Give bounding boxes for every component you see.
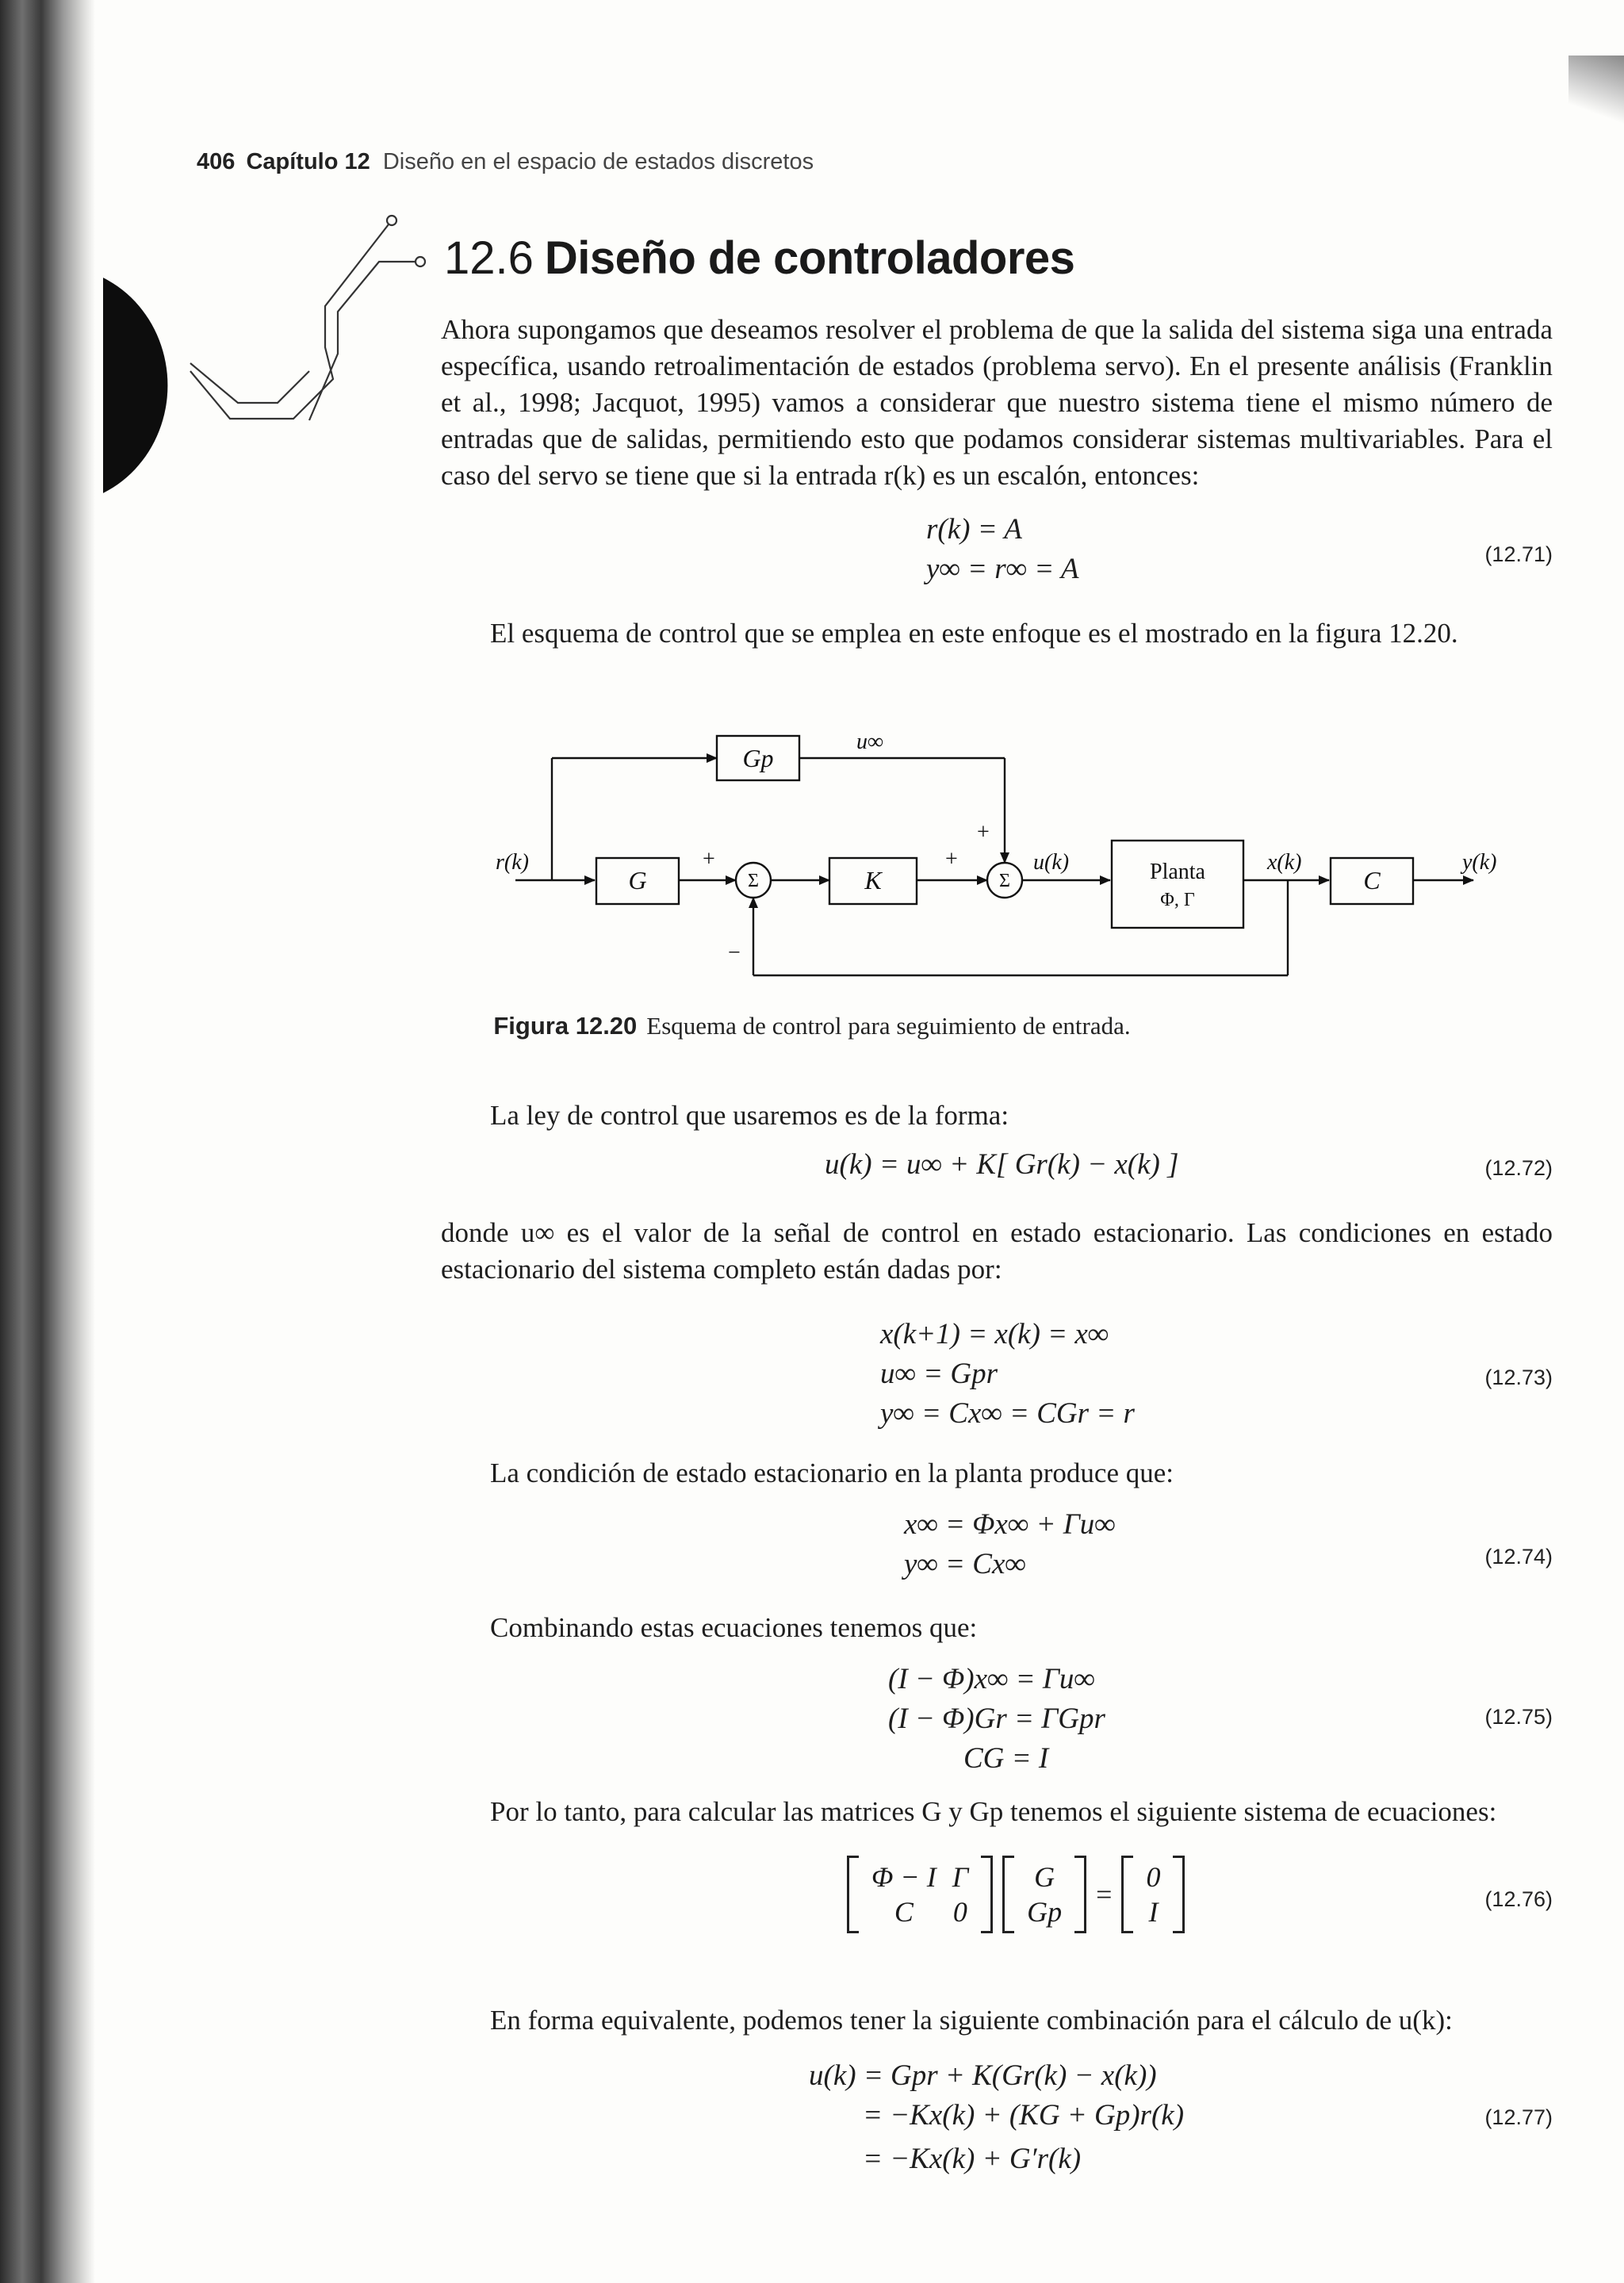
equation-12-75-line-1: (I − Φ)x∞ = Γu∞ <box>888 1663 1095 1695</box>
section-number: 12.6 <box>444 232 534 284</box>
equals-sign: = <box>1096 1879 1113 1910</box>
equation-number-12-75: (12.75) <box>1484 1705 1553 1729</box>
equation-12-77-line-1: u(k) = Gpr + K(Gr(k) − x(k)) <box>809 2059 1157 2092</box>
paragraph-matrices: Por lo tanto, para calcular las matrices G y Gp tenemos el siguiente sistema de ecuaciones: <box>490 1796 1497 1827</box>
paragraph-steady-state: donde u∞ es el valor de la señal de control en estado estacionario. Las condiciones en estado estacionario del sistema completo están dadas por: <box>441 1217 1553 1285</box>
equation-number-12-72: (12.72) <box>1484 1156 1553 1180</box>
matrix-a-12: Γ <box>952 1861 969 1893</box>
plant-label: Planta <box>1150 860 1205 884</box>
block-gp-label: Gp <box>742 744 774 772</box>
vector-unknowns <box>1002 1856 1086 1933</box>
vector-c-1: 0 <box>1146 1861 1161 1893</box>
running-head <box>197 149 814 175</box>
section-title: Diseño de controladores <box>544 232 1075 284</box>
paragraph-figure-ref: El esquema de control que se emplea en este enfoque es el mostrado en la figura 12.20. <box>490 618 1458 649</box>
equation-12-73-line-1: x(k+1) = x(k) = x∞ <box>880 1318 1109 1350</box>
equation-number-12-73: (12.73) <box>1484 1366 1553 1389</box>
chapter-subtitle: Diseño en el espacio de estados discretos <box>382 149 814 174</box>
sign-plus-3: + <box>977 820 990 845</box>
block-diagram <box>476 714 1522 983</box>
figure-label: Figura 12.20 <box>493 1012 638 1040</box>
equation-12-71-line-1: r(k) = A <box>926 513 1022 546</box>
sign-minus: − <box>728 940 741 965</box>
signal-u-inf-label: u∞ <box>856 730 883 754</box>
block-c-label: C <box>1363 866 1381 894</box>
summer-1-symbol: Σ <box>748 871 759 891</box>
paragraph-intro: Ahora supongamos que deseamos resolver el problema de que la salida del sistema siga una entrada específica, usando retroalimentación de estados (problema servo). En el presente análisis (Franklin et al., 1998; Jacquot, 1995) vamos a considerar que nuestro sistema tiene el mismo número de entradas que de salidas, permitiendo esto que podamos considerar sistemas multivariables. Para el caso del servo se tiene que si la entrada r(k) es un escalón, entonces: <box>441 314 1553 491</box>
matrix-a-21: C <box>894 1896 914 1928</box>
block-plant <box>1112 841 1243 928</box>
matrix-a-22: 0 <box>952 1896 967 1928</box>
figure-caption <box>0 1012 1624 1040</box>
book-binding-shadow <box>0 0 95 2283</box>
equation-12-71-line-2: y∞ = r∞ = A <box>926 553 1079 585</box>
vector-b-2: Gp <box>1027 1896 1063 1928</box>
signal-u-label: u(k) <box>1033 850 1070 875</box>
figure-caption-text: Esquema de control para seguimiento de entrada. <box>646 1012 1131 1040</box>
sign-plus-2: + <box>945 847 958 871</box>
vector-rhs <box>1121 1856 1185 1933</box>
matrix-system <box>847 1856 993 1933</box>
summer-2-symbol: Σ <box>999 871 1010 891</box>
equation-12-77-line-3: = −Kx(k) + G′r(k) <box>863 2143 1082 2175</box>
sign-plus-1: + <box>703 847 715 871</box>
paragraph-plant-condition: La condición de estado estacionario en la planta produce que: <box>490 1458 1174 1488</box>
matrix-a-11: Φ − I <box>871 1861 936 1893</box>
equation-12-75-line-2: (I − Φ)Gr = ΓGpr <box>888 1703 1105 1735</box>
signal-x-label: x(k) <box>1267 850 1302 875</box>
equation-12-77-line-2: = −Kx(k) + (KG + Gp)r(k) <box>863 2099 1185 2132</box>
equation-number-12-74: (12.74) <box>1484 1545 1553 1569</box>
section-heading <box>444 232 1074 285</box>
paragraph-equivalent: En forma equivalente, podemos tener la siguiente combinación para el cálculo de u(k): <box>490 2005 1453 2036</box>
equation-number-12-77: (12.77) <box>1484 2105 1553 2129</box>
vector-b-1: G <box>1034 1861 1055 1893</box>
signal-y-label: y(k) <box>1462 850 1497 875</box>
equation-number-12-71: (12.71) <box>1484 542 1553 566</box>
paragraph-control-law: La ley de control que usaremos es de la forma: <box>490 1100 1009 1131</box>
page-number: 406 <box>197 149 236 174</box>
decorative-circuit-lines <box>182 213 444 435</box>
signal-r-label: r(k) <box>496 850 529 875</box>
equation-12-73-line-2: u∞ = Gpr <box>880 1358 998 1390</box>
chapter-label: Capítulo 12 <box>246 149 370 174</box>
equation-12-74-line-2: y∞ = Cx∞ <box>904 1548 1026 1580</box>
plant-parameters: Φ, Γ <box>1160 890 1195 910</box>
vector-c-2: I <box>1148 1896 1159 1928</box>
block-g-label: G <box>628 866 647 894</box>
equation-12-75-line-3: CG = I <box>963 1742 1049 1775</box>
block-k-label: K <box>864 866 882 894</box>
equation-12-72: u(k) = u∞ + K[ Gr(k) − x(k) ] <box>825 1148 1179 1181</box>
page-corner-shadow <box>1568 56 1624 127</box>
equation-12-73-line-3: y∞ = Cx∞ = CGr = r <box>880 1397 1135 1430</box>
equation-12-74-line-1: x∞ = Φx∞ + Γu∞ <box>904 1508 1116 1541</box>
paragraph-combining: Combinando estas ecuaciones tenemos que: <box>490 1612 978 1643</box>
equation-number-12-76: (12.76) <box>1484 1887 1553 1911</box>
equation-12-76 <box>842 1856 1189 1933</box>
